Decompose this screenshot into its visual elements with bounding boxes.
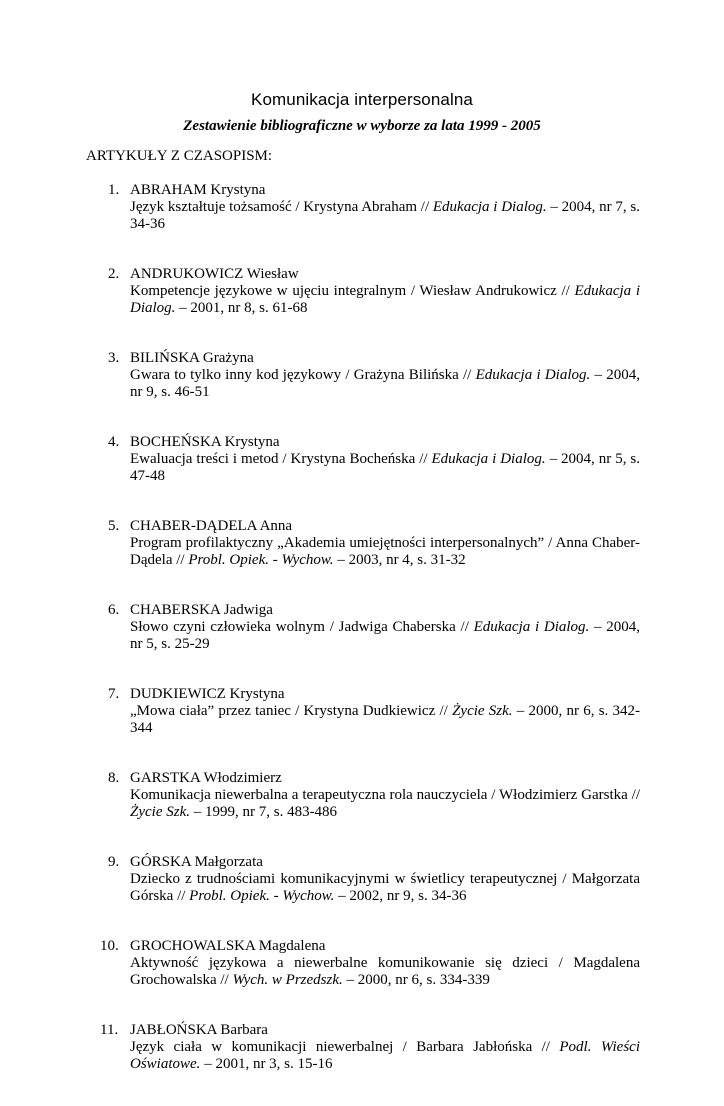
entry-description — [130, 367, 640, 401]
entry-title: Aktywność językowa a niewerbalne komunikowanie się dzieci / Magdalena Grochowalska // — [130, 955, 640, 988]
entry-number: 5. — [108, 518, 120, 534]
entry-title: Język kształtuje tożsamość / Krystyna Abraham // — [130, 199, 433, 215]
entry-details: – 2000, nr 6, s. 334-339 — [342, 972, 490, 988]
entry-description — [130, 1039, 640, 1073]
entry-title: Ewaluacja treści i metod / Krystyna Bocheńska // — [130, 451, 432, 467]
entry-number: 3. — [108, 350, 120, 366]
entry-author: CHABER-DĄDELA Anna — [130, 518, 293, 534]
entry-description — [130, 199, 640, 233]
entry-journal: Życie Szk. — [130, 804, 190, 820]
entry-details: – 1999, nr 7, s. 483-486 — [189, 804, 338, 820]
entry-author: DUDKIEWICZ Krystyna — [130, 686, 285, 702]
entry-title: Język ciała w komunikacji niewerbalnej / Barbara Jabłońska // — [130, 1039, 560, 1055]
entry-journal: Edukacja i Dialog. — [130, 283, 640, 316]
entry-author: BOCHEŃSKA Krystyna — [130, 434, 280, 450]
entry-author: ABRAHAM Krystyna — [130, 182, 266, 198]
entry-number: 2. — [108, 266, 120, 282]
entry-title: Słowo czyni człowieka wolnym / Jadwiga Chaberska // — [130, 619, 474, 635]
list-item — [108, 266, 640, 317]
entry-journal: Edukacja i Dialog. — [431, 451, 546, 467]
list-item — [108, 602, 640, 653]
entry-author: BILIŃSKA Grażyna — [130, 350, 254, 366]
list-item — [108, 854, 640, 905]
entry-details: – 2001, nr 3, s. 15-16 — [200, 1056, 333, 1072]
entry-details: – 2004, nr 5, s. 25-29 — [130, 619, 641, 652]
list-item — [100, 938, 640, 989]
entry-number: 6. — [108, 602, 120, 618]
entry-title: Program profilaktyczny „Akademia umiejętności interpersonalnych” / Anna Chaber-Dądela // — [130, 535, 640, 568]
entry-title: Dziecko z trudnościami komunikacyjnymi w świetlicy terapeutycznej / Małgorzata Górska // — [130, 871, 640, 904]
entry-description — [130, 871, 640, 905]
list-item — [100, 1022, 640, 1073]
entry-details: – 2004, nr 5, s. 47-48 — [130, 451, 640, 484]
entry-details: – 2004, nr 9, s. 46-51 — [130, 367, 640, 400]
list-item — [108, 350, 640, 401]
entry-number: 10. — [100, 938, 119, 954]
entry-description — [130, 703, 640, 737]
list-item — [108, 518, 640, 569]
entry-number: 1. — [108, 182, 120, 198]
entry-author: JABŁOŃSKA Barbara — [130, 1022, 268, 1038]
entry-journal: Życie Szk. — [452, 703, 513, 719]
bibliography-list — [100, 182, 641, 1106]
entry-title: Kompetencje językowe w ujęciu integralnym / Wiesław Andrukowicz // — [130, 283, 575, 299]
entry-title: Komunikacja niewerbalna a terapeutyczna rola nauczyciela / Włodzimierz Garstka // — [130, 787, 640, 803]
entry-description — [130, 535, 640, 569]
entry-author: GARSTKA Włodzimierz — [130, 770, 282, 786]
entry-author: ANDRUKOWICZ Wiesław — [130, 266, 299, 282]
entry-author: CHABERSKA Jadwiga — [130, 602, 273, 618]
entry-journal: Probl. Opiek. - Wychow. — [189, 888, 335, 904]
entry-journal: Edukacja i Dialog. — [473, 619, 590, 635]
entry-details: – 2004, nr 7, s. 34-36 — [130, 199, 641, 232]
entry-description — [130, 955, 640, 989]
entry-author: GÓRSKA Małgorzata — [130, 854, 263, 870]
entry-number: 7. — [108, 686, 120, 702]
entry-details: – 2002, nr 9, s. 34-36 — [334, 888, 467, 904]
entry-number: 8. — [108, 770, 120, 786]
entry-description — [130, 283, 640, 317]
entry-description — [130, 451, 640, 485]
entry-details: – 2001, nr 8, s. 61-68 — [175, 300, 308, 316]
entry-number: 4. — [108, 434, 120, 450]
section-heading: ARTYKUŁY Z CZASOPISM: — [86, 148, 273, 164]
entry-journal: Edukacja i Dialog. — [475, 367, 591, 383]
list-item — [108, 434, 640, 485]
entry-description — [130, 787, 640, 821]
entry-journal: Wych. w Przedszk. — [232, 972, 343, 988]
entry-details: – 2003, nr 4, s. 31-32 — [333, 552, 466, 568]
entry-description — [130, 619, 640, 653]
entry-journal: Podl. Wieści Oświatowe. — [130, 1039, 640, 1072]
entry-title: Gwara to tylko inny kod językowy / Grażyna Bilińska // — [130, 367, 476, 383]
list-item — [108, 182, 640, 233]
list-item — [108, 770, 640, 821]
entry-number: 9. — [108, 854, 120, 870]
entry-author: GROCHOWALSKA Magdalena — [130, 938, 326, 954]
entry-details: – 2000, nr 6, s. 342-344 — [130, 703, 641, 736]
entry-journal: Probl. Opiek. - Wychow. — [188, 552, 334, 568]
page-subtitle: Zestawienie bibliograficzne w wyborze za lata 1999 - 2005 — [183, 118, 541, 134]
page-title: Komunikacja interpersonalna — [251, 90, 473, 109]
entry-journal: Edukacja i Dialog. — [432, 199, 547, 215]
entry-number: 11. — [100, 1022, 119, 1038]
list-item — [108, 686, 640, 737]
entry-title: „Mowa ciała” przez taniec / Krystyna Dudkiewicz // — [130, 703, 453, 719]
